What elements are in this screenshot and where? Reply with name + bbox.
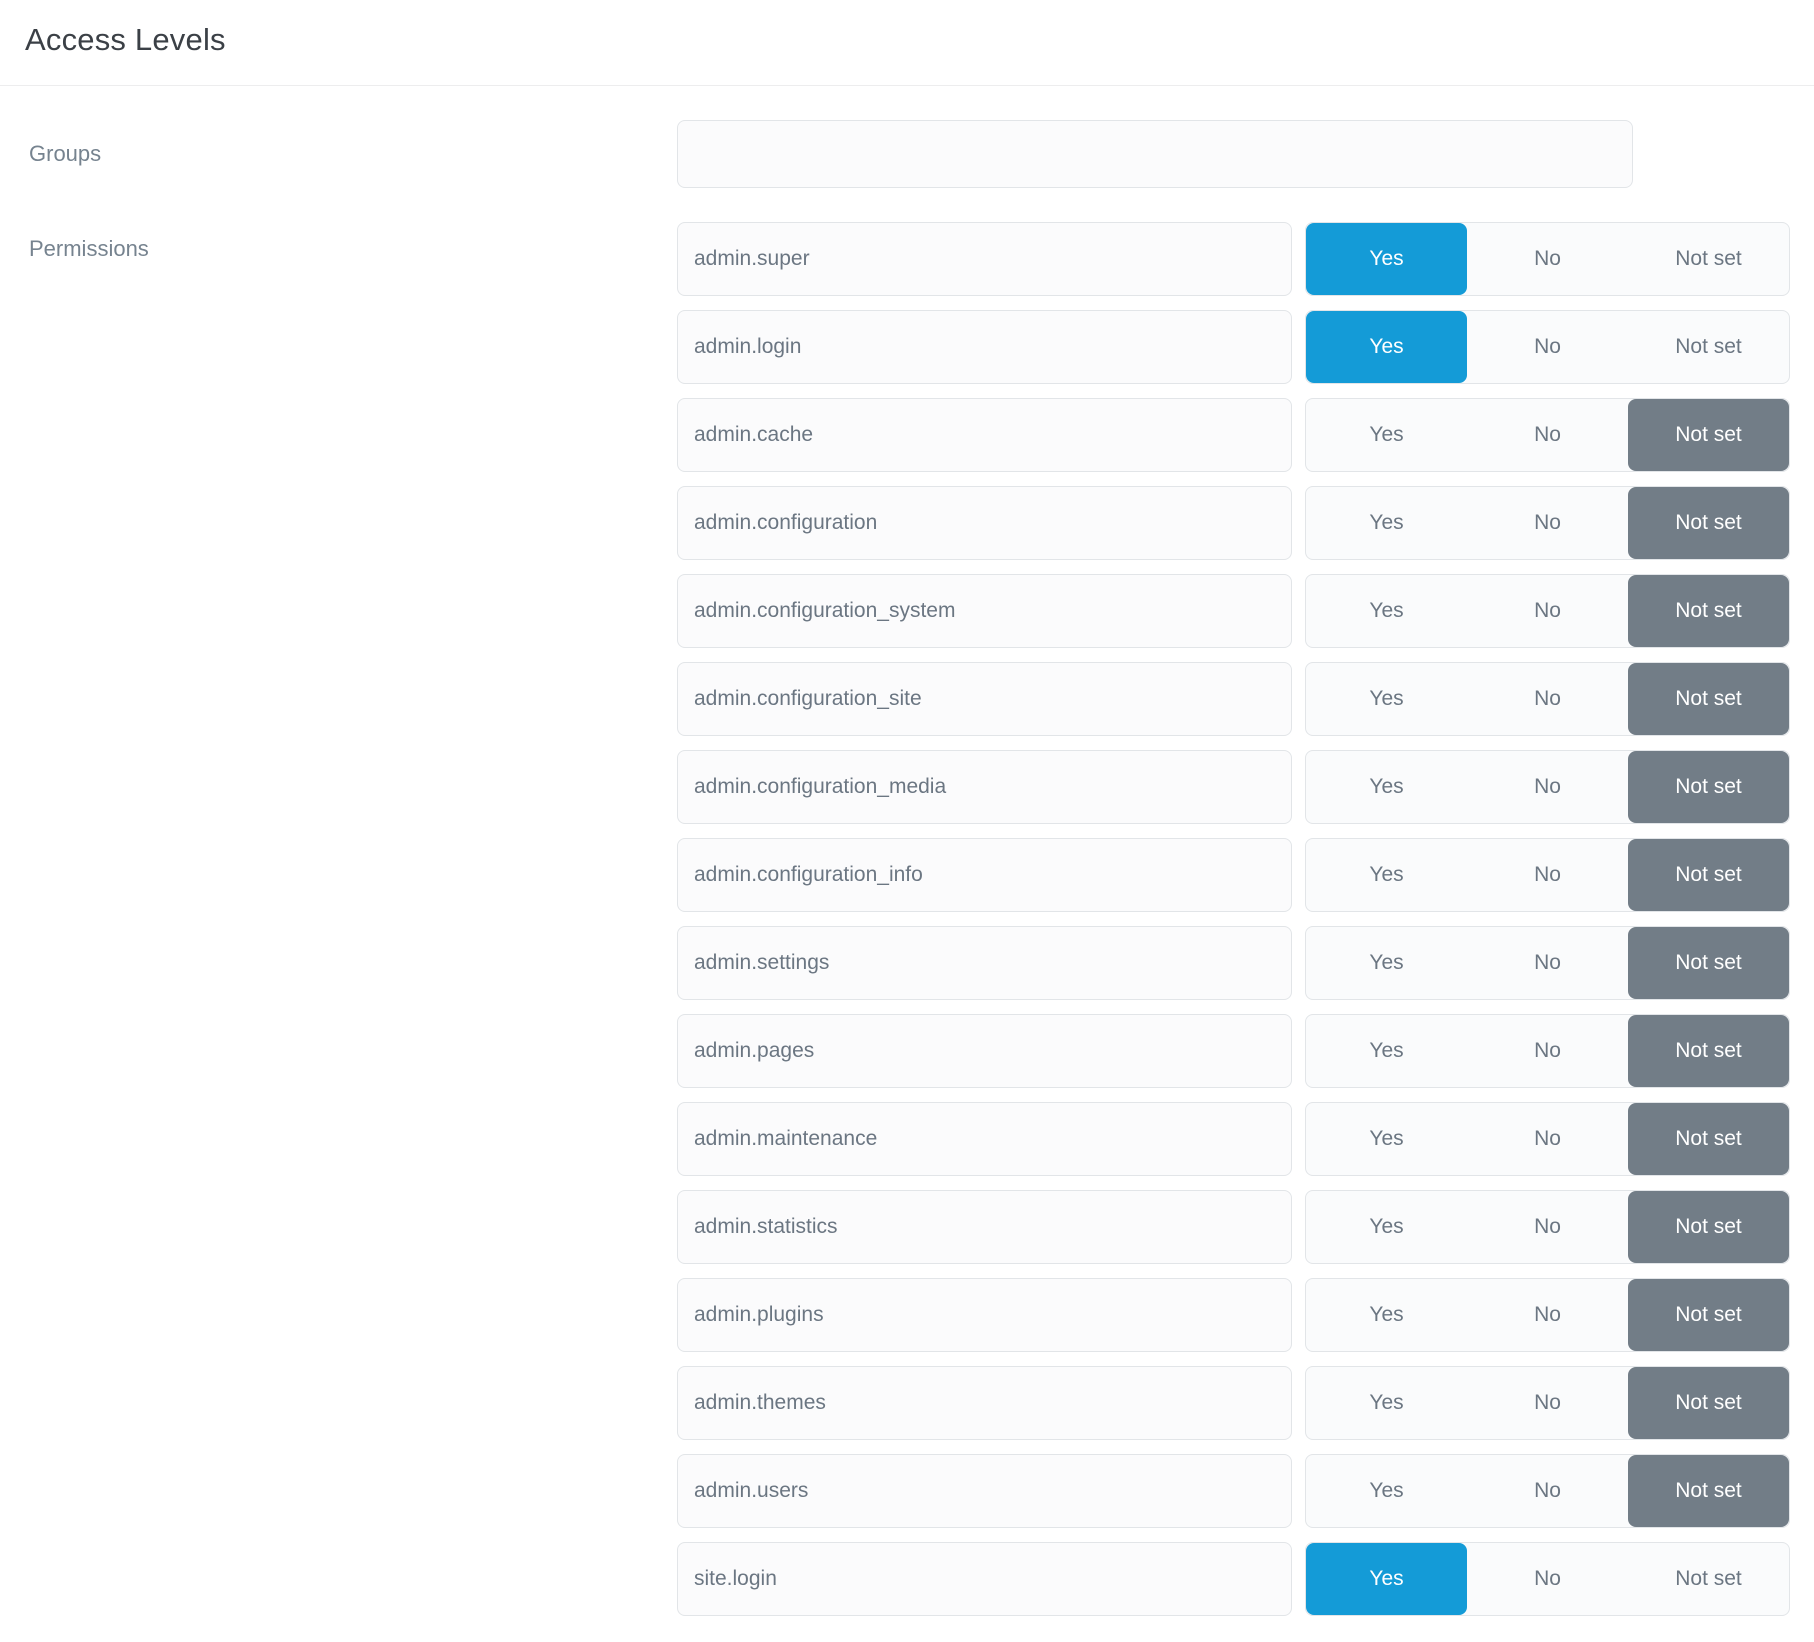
permission-admin-statistics-not-set-button[interactable]: Not set (1628, 1191, 1789, 1263)
permission-admin-cache-not-set-button[interactable]: Not set (1628, 399, 1789, 471)
permission-row (677, 1190, 1790, 1264)
permission-admin-themes-not-set-button[interactable]: Not set (1628, 1367, 1789, 1439)
permission-toggle-group (1305, 310, 1790, 384)
permission-admin-login-not-set-button[interactable]: Not set (1628, 311, 1789, 383)
permission-admin-users-not-set-button[interactable]: Not set (1628, 1455, 1789, 1527)
permission-admin-configuration-info-no-button[interactable]: No (1467, 839, 1628, 911)
permission-row (677, 926, 1790, 1000)
permission-name-box: admin.super (677, 222, 1292, 296)
permission-toggle-group (1305, 222, 1790, 296)
permission-admin-pages-no-button[interactable]: No (1467, 1015, 1628, 1087)
permission-admin-maintenance-yes-button[interactable]: Yes (1306, 1103, 1467, 1175)
permission-site-login-no-button[interactable]: No (1467, 1543, 1628, 1615)
permissions-list (677, 222, 1790, 1630)
permission-admin-configuration-system-yes-button[interactable]: Yes (1306, 575, 1467, 647)
permission-row (677, 486, 1790, 560)
permission-site-login-yes-button[interactable]: Yes (1306, 1543, 1467, 1615)
permission-toggle-group (1305, 1102, 1790, 1176)
permission-name-box: admin.configuration_media (677, 750, 1292, 824)
permission-row (677, 1278, 1790, 1352)
permission-admin-settings-yes-button[interactable]: Yes (1306, 927, 1467, 999)
permission-admin-configuration-info-not-set-button[interactable]: Not set (1628, 839, 1789, 911)
permission-admin-configuration-no-button[interactable]: No (1467, 487, 1628, 559)
permission-admin-configuration-yes-button[interactable]: Yes (1306, 487, 1467, 559)
permission-row (677, 398, 1790, 472)
permission-admin-configuration-system-not-set-button[interactable]: Not set (1628, 575, 1789, 647)
permission-admin-plugins-yes-button[interactable]: Yes (1306, 1279, 1467, 1351)
permission-admin-settings-no-button[interactable]: No (1467, 927, 1628, 999)
permission-admin-configuration-site-not-set-button[interactable]: Not set (1628, 663, 1789, 735)
permission-admin-configuration-site-no-button[interactable]: No (1467, 663, 1628, 735)
permission-admin-users-yes-button[interactable]: Yes (1306, 1455, 1467, 1527)
page-header (0, 0, 1814, 86)
permission-admin-login-no-button[interactable]: No (1467, 311, 1628, 383)
access-levels-form (0, 86, 1814, 1630)
permission-admin-configuration-media-yes-button[interactable]: Yes (1306, 751, 1467, 823)
permission-row (677, 1014, 1790, 1088)
permission-name-box: admin.cache (677, 398, 1292, 472)
permission-toggle-group (1305, 398, 1790, 472)
permission-row (677, 662, 1790, 736)
permission-admin-pages-not-set-button[interactable]: Not set (1628, 1015, 1789, 1087)
permission-admin-maintenance-not-set-button[interactable]: Not set (1628, 1103, 1789, 1175)
permission-admin-statistics-no-button[interactable]: No (1467, 1191, 1628, 1263)
permission-name-box: admin.configuration_info (677, 838, 1292, 912)
permission-row (677, 1454, 1790, 1528)
permission-admin-maintenance-no-button[interactable]: No (1467, 1103, 1628, 1175)
permission-name-box: admin.configuration_site (677, 662, 1292, 736)
permission-name-box: site.login (677, 1542, 1292, 1616)
permission-name-box: admin.statistics (677, 1190, 1292, 1264)
permission-admin-configuration-system-no-button[interactable]: No (1467, 575, 1628, 647)
permission-admin-super-yes-button[interactable]: Yes (1306, 223, 1467, 295)
permission-row (677, 838, 1790, 912)
groups-row (0, 120, 1814, 188)
permission-admin-statistics-yes-button[interactable]: Yes (1306, 1191, 1467, 1263)
permission-admin-cache-no-button[interactable]: No (1467, 399, 1628, 471)
permission-toggle-group (1305, 1278, 1790, 1352)
permission-name-box: admin.pages (677, 1014, 1292, 1088)
permission-admin-configuration-site-yes-button[interactable]: Yes (1306, 663, 1467, 735)
permission-admin-login-yes-button[interactable]: Yes (1306, 311, 1467, 383)
permission-toggle-group (1305, 574, 1790, 648)
page-title: Access Levels (25, 22, 226, 57)
permission-site-login-not-set-button[interactable]: Not set (1628, 1543, 1789, 1615)
permission-admin-users-no-button[interactable]: No (1467, 1455, 1628, 1527)
permission-name-box: admin.settings (677, 926, 1292, 1000)
permission-row (677, 574, 1790, 648)
permission-admin-plugins-no-button[interactable]: No (1467, 1279, 1628, 1351)
permission-name-box: admin.users (677, 1454, 1292, 1528)
permission-toggle-group (1305, 838, 1790, 912)
permission-admin-super-no-button[interactable]: No (1467, 223, 1628, 295)
groups-input[interactable] (677, 120, 1633, 188)
permission-row (677, 1102, 1790, 1176)
groups-field (677, 120, 1633, 188)
permission-row (677, 1542, 1790, 1616)
permission-row (677, 1366, 1790, 1440)
groups-label-col (0, 141, 677, 167)
permission-admin-super-not-set-button[interactable]: Not set (1628, 223, 1789, 295)
permission-row (677, 750, 1790, 824)
permission-toggle-group (1305, 926, 1790, 1000)
permission-toggle-group (1305, 1542, 1790, 1616)
permission-admin-configuration-media-no-button[interactable]: No (1467, 751, 1628, 823)
permission-name-box: admin.themes (677, 1366, 1292, 1440)
permissions-row (0, 222, 1814, 1630)
permission-admin-configuration-info-yes-button[interactable]: Yes (1306, 839, 1467, 911)
permission-name-box: admin.configuration_system (677, 574, 1292, 648)
permission-toggle-group (1305, 486, 1790, 560)
groups-label: Groups (29, 141, 102, 166)
permission-admin-plugins-not-set-button[interactable]: Not set (1628, 1279, 1789, 1351)
permission-toggle-group (1305, 750, 1790, 824)
permission-admin-themes-no-button[interactable]: No (1467, 1367, 1628, 1439)
permission-admin-settings-not-set-button[interactable]: Not set (1628, 927, 1789, 999)
permission-toggle-group (1305, 1190, 1790, 1264)
permission-toggle-group (1305, 1014, 1790, 1088)
permission-name-box: admin.plugins (677, 1278, 1292, 1352)
permissions-label-col (0, 222, 677, 1630)
permission-admin-cache-yes-button[interactable]: Yes (1306, 399, 1467, 471)
permission-admin-configuration-not-set-button[interactable]: Not set (1628, 487, 1789, 559)
permission-row (677, 310, 1790, 384)
permission-toggle-group (1305, 1366, 1790, 1440)
permission-admin-themes-yes-button[interactable]: Yes (1306, 1367, 1467, 1439)
permission-toggle-group (1305, 662, 1790, 736)
permission-row (677, 222, 1790, 296)
permission-admin-pages-yes-button[interactable]: Yes (1306, 1015, 1467, 1087)
permissions-label: Permissions (29, 236, 149, 261)
permission-name-box: admin.configuration (677, 486, 1292, 560)
permission-name-box: admin.login (677, 310, 1292, 384)
permission-toggle-group (1305, 1454, 1790, 1528)
permission-name-box: admin.maintenance (677, 1102, 1292, 1176)
permission-admin-configuration-media-not-set-button[interactable]: Not set (1628, 751, 1789, 823)
